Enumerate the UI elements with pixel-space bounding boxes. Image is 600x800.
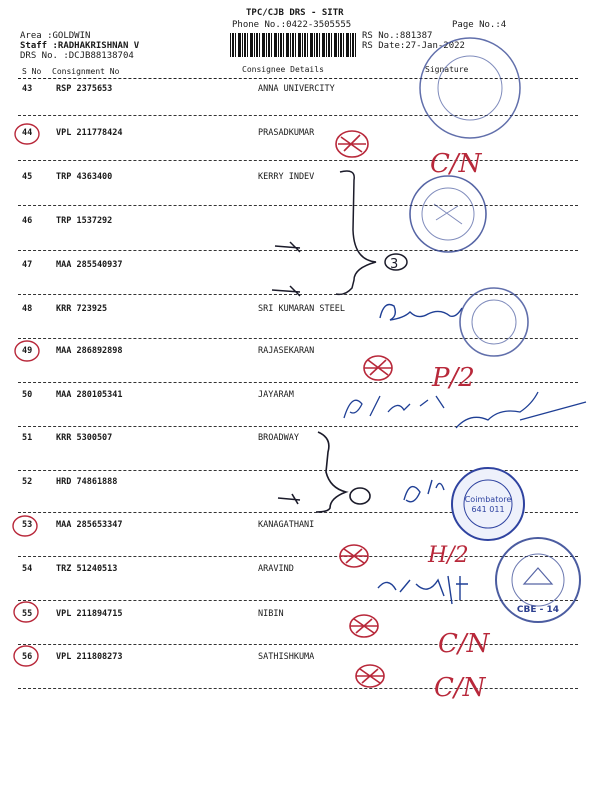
row-sno: 55 [22,609,33,619]
handwritten-cn-2: C/N [438,629,490,659]
row-sno: 50 [22,390,33,400]
row-sno: 44 [22,128,33,138]
row-sno: 53 [22,520,33,530]
signature-row-50 [344,392,586,428]
row-consignment: TRZ 51240513 [56,564,118,574]
column-signature: Signature [425,65,469,74]
row-consignment: RSP 2375653 [56,84,113,94]
drs-number: DRS No. :DCJB88138704 [20,51,134,61]
row-consignment: VPL 211808273 [56,652,123,662]
sno-circle-55 [14,602,38,622]
sno-circle-53 [13,516,37,536]
sno-circle-44 [15,124,39,144]
stamp-management-centre [420,38,520,138]
row-consignment: VPL 211778424 [56,128,123,138]
signature-row-52 [404,480,444,502]
row-consignee: ANNA UNIVERCITY [258,84,335,94]
row-sno: 56 [22,652,33,662]
row-consignee: BROADWAY [258,433,299,443]
row-sno: 49 [22,346,33,356]
handwritten-cn-1: C/N [430,149,482,179]
row-sno: 47 [22,260,33,270]
row-sno: 51 [22,433,33,443]
column-consignment: Consignment No [52,67,120,76]
handwritten-cn-3: C/N [434,673,486,703]
row-sno: 45 [22,172,33,182]
area-field: Area :GOLDWIN [20,31,91,41]
row-consignee: KANAGATHANI [258,520,315,530]
stamp-broadway-pin: 641 011 [471,505,505,514]
row-consignee: KERRY INDEV [258,172,315,182]
row-consignment: KRR 5300507 [56,433,113,443]
row-sno: 54 [22,564,33,574]
row-consignment: MAA 285653347 [56,520,123,530]
handwritten-bracket-2 [278,432,370,512]
row-consignee: PRASADKUMAR [258,128,315,138]
red-circled-cross-44 [336,131,368,157]
row-consignee: ARAVIND [258,564,294,574]
handwritten-pl2: P/2 [432,363,475,393]
row-consignment: MAA 280105341 [56,390,123,400]
row-consignment: VPL 211894715 [56,609,123,619]
row-consignment: TRP 4363400 [56,172,113,182]
sno-circle-49 [15,341,39,361]
sno-circle-56 [14,646,38,666]
row-consignment: TRP 1537292 [56,216,113,226]
row-consignee: SATHISHKUMA [258,652,315,662]
document-title: TPC/CJB DRS - SITR [246,8,344,18]
stamp-hotel-bottom: CBE - 14 [516,605,560,615]
row-sno: 52 [22,477,33,487]
red-circled-cross-56 [356,665,384,687]
signature-row-48 [380,305,462,321]
stamp-sri-kumaran [460,288,528,356]
rs-date: RS Date:27-Jan-2022 [362,41,465,51]
handwritten-bracket [272,171,407,296]
phone-number: Phone No.:0422-3505555 [232,20,352,30]
row-sno: 43 [22,84,33,94]
row-consignment: MAA 286892898 [56,346,123,356]
red-circled-cross-53 [340,545,368,567]
handwritten-h2: H/2 [428,543,469,568]
row-sno: 46 [22,216,33,226]
stamp-hotel-kannappa [496,538,580,622]
page-number: Page No.:4 [452,20,507,30]
column-sno: S No [22,67,42,76]
staff-field: Staff :RADHAKRISHNAN V [20,41,140,51]
handwritten-bracket-3: 3 [390,257,399,272]
row-consignment: KRR 723925 [56,304,108,314]
row-consignment: MAA 285540937 [56,260,123,270]
row-consignee: SRI KUMARAN STEEL [258,304,345,314]
column-consignee: Consignee Details [242,65,324,74]
row-consignee: RAJASEKARAN [258,346,315,356]
stamp-broadway-megaplex [452,468,524,540]
stamp-kerry-indev [410,176,486,252]
red-circled-cross-55 [350,615,378,637]
row-sno: 48 [22,304,33,314]
stamp-broadway-city: Coimbatore [464,495,512,504]
rs-number: RS No.:881387 [362,31,433,41]
red-circled-cross-49 [364,356,392,380]
row-consignment: HRD 74861888 [56,477,118,487]
signature-row-54 [378,576,468,604]
row-consignee: JAYARAM [258,390,294,400]
row-consignee: NIBIN [258,609,284,619]
